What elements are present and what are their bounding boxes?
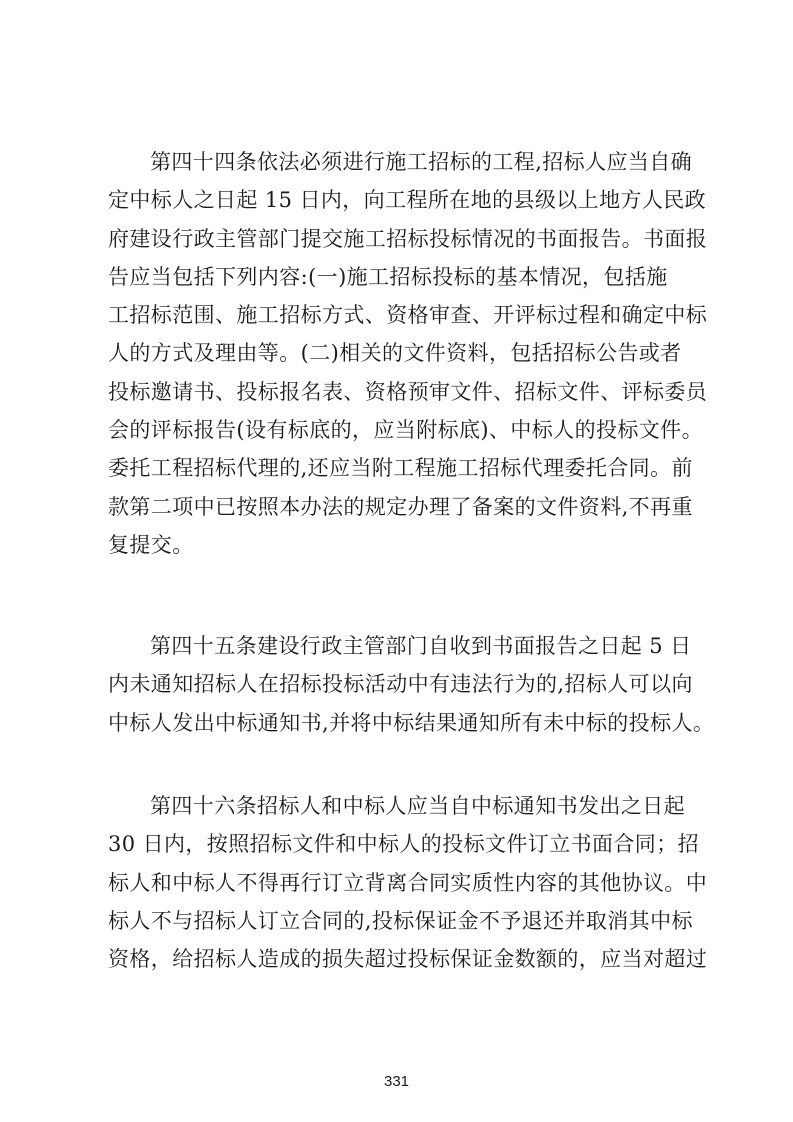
text-line: 委托工程招标代理的,还应当附工程施工招标代理委托合同。前: [108, 456, 693, 481]
paragraph-article-44: [108, 143, 708, 564]
text-line: 款第二项中已按照本办法的规定办理了备案的文件资料,不再重: [108, 494, 693, 519]
text-line: 第四十六条招标人和中标人应当自中标通知书发出之日起: [150, 794, 685, 818]
paragraph-article-46: [108, 787, 708, 978]
text-line: 会的评标报告(设有标底的，应当附标底)、中标人的投标文件。: [108, 418, 703, 443]
text-line: 第四十四条依法必须进行施工招标的工程,招标人应当自确: [150, 150, 693, 174]
paragraph-article-45: [108, 627, 715, 742]
text-line: 内未通知招标人在招标投标活动中有违法行为的,招标人可以向: [108, 672, 693, 697]
text-line: 30 日内，按照招标文件和中标人的投标文件订立书面合同；招: [108, 832, 699, 857]
text-line: 资格，给招标人造成的损失超过投标保证金数额的，应当对超过: [108, 947, 708, 972]
text-line: 标人和中标人不得再行订立背离合同实质性内容的其他协议。中: [108, 870, 708, 895]
text-line: 中标人发出中标通知书,并将中标结果通知所有未中标的投标人。: [108, 710, 715, 735]
text-line: 府建设行政主管部门提交施工招标投标情况的书面报告。书面报: [108, 226, 708, 251]
text-line: 第四十五条建设行政主管部门自收到书面报告之日起 5 日: [150, 634, 692, 658]
text-line: 定中标人之日起 15 日内，向工程所在地的县级以上地方人民政: [108, 188, 707, 213]
text-line: 投标邀请书、投标报名表、资格预审文件、招标文件、评标委员: [108, 379, 708, 404]
text-line: 工招标范围、施工招标方式、资格审查、开评标过程和确定中标: [108, 303, 708, 328]
text-line: 人的方式及理由等。(二)相关的文件资料，包括招标公告或者: [108, 341, 682, 366]
page-number: 331: [383, 1073, 410, 1090]
text-line: 复提交。: [108, 532, 194, 557]
text-line: 告应当包括下列内容:(一)施工招标投标的基本情况，包括施: [108, 264, 668, 289]
text-line: 标人不与招标人订立合同的,投标保证金不予退还并取消其中标: [108, 908, 693, 933]
